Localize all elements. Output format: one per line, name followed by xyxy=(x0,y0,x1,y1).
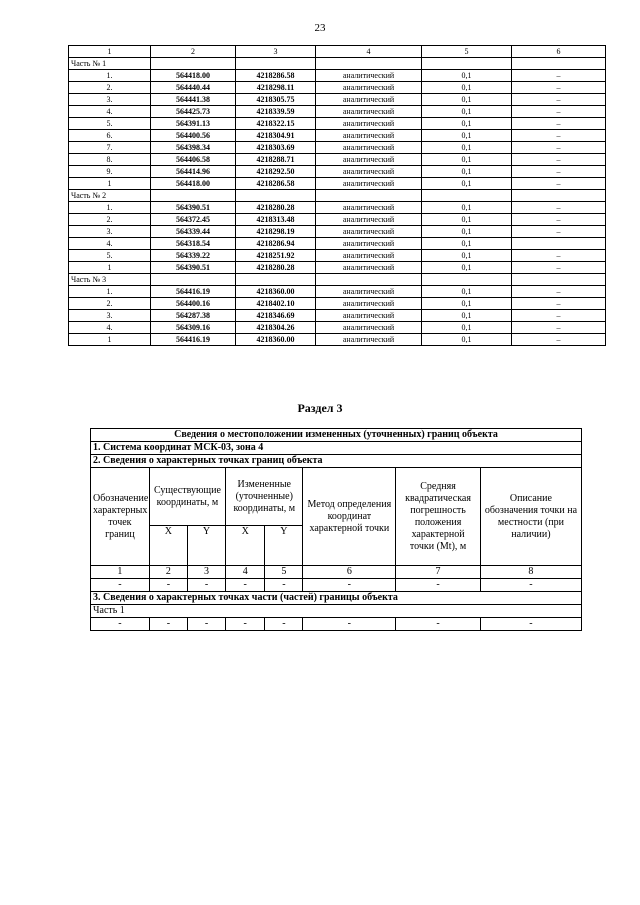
coord-x: 564416.19 xyxy=(151,286,236,298)
point-number: 4. xyxy=(69,238,151,250)
table-row xyxy=(69,226,606,238)
method: аналитический xyxy=(316,154,422,166)
coord-x: 564391.13 xyxy=(151,118,236,130)
coord-y: 4218280.28 xyxy=(236,262,316,274)
error-value: 0,1 xyxy=(422,82,512,94)
error-value: 0,1 xyxy=(422,322,512,334)
column-header: 1 xyxy=(69,46,151,58)
table-header-row xyxy=(69,46,606,58)
table-row xyxy=(69,286,606,298)
header-method: Метод определения координат характерной точки xyxy=(303,468,396,566)
method: аналитический xyxy=(316,226,422,238)
method: аналитический xyxy=(316,166,422,178)
coord-x: 564441.38 xyxy=(151,94,236,106)
dash-cell: - xyxy=(396,579,481,592)
column-header: 4 xyxy=(316,46,422,58)
method: аналитический xyxy=(316,106,422,118)
coord-y: 4218303.69 xyxy=(236,142,316,154)
method: аналитический xyxy=(316,70,422,82)
table-row xyxy=(69,142,606,154)
method: аналитический xyxy=(316,298,422,310)
point-number: 2. xyxy=(69,82,151,94)
description: – xyxy=(512,262,606,274)
method: аналитический xyxy=(316,142,422,154)
coord-x: 564372.45 xyxy=(151,214,236,226)
part-title-row xyxy=(69,274,606,286)
col-number: 5 xyxy=(265,566,303,579)
section-title: Раздел 3 xyxy=(297,401,343,415)
header-y: Y xyxy=(187,526,225,566)
page-number: 23 xyxy=(314,22,326,34)
coord-x: 564400.56 xyxy=(151,130,236,142)
description: – xyxy=(512,334,606,346)
table-row xyxy=(69,178,606,190)
empty-cell xyxy=(316,58,422,70)
coord-x: 564339.22 xyxy=(151,250,236,262)
coord-x: 564318.54 xyxy=(151,238,236,250)
error-value: 0,1 xyxy=(422,70,512,82)
column-header: 3 xyxy=(236,46,316,58)
empty-cell xyxy=(422,58,512,70)
point-number: 1 xyxy=(69,178,151,190)
method: аналитический xyxy=(316,178,422,190)
empty-cell xyxy=(151,58,236,70)
dash-cell: - xyxy=(480,618,581,631)
table-row xyxy=(69,106,606,118)
table-row xyxy=(69,262,606,274)
error-value: 0,1 xyxy=(422,202,512,214)
coord-system-row: 1. Система координат МСК-03, зона 4 xyxy=(91,442,582,455)
coord-y: 4218402.10 xyxy=(236,298,316,310)
coord-y: 4218251.92 xyxy=(236,250,316,262)
description: – xyxy=(512,82,606,94)
error-value: 0,1 xyxy=(422,106,512,118)
coord-y: 4218298.19 xyxy=(236,226,316,238)
empty-cell xyxy=(236,58,316,70)
point-number: 2. xyxy=(69,214,151,226)
point-number: 9. xyxy=(69,166,151,178)
point-number: 1. xyxy=(69,202,151,214)
dash-cell: - xyxy=(187,618,225,631)
method: аналитический xyxy=(316,310,422,322)
description: – xyxy=(512,214,606,226)
method: аналитический xyxy=(316,286,422,298)
table-row xyxy=(69,322,606,334)
coord-y: 4218286.58 xyxy=(236,178,316,190)
dash-cell: - xyxy=(91,579,150,592)
coord-x: 564398.34 xyxy=(151,142,236,154)
error-value: 0,1 xyxy=(422,130,512,142)
table-row xyxy=(69,250,606,262)
point-number: 2. xyxy=(69,298,151,310)
column-numbers-row xyxy=(91,566,582,579)
error-value: 0,1 xyxy=(422,118,512,130)
table-row xyxy=(69,70,606,82)
description: – xyxy=(512,154,606,166)
description: – xyxy=(512,70,606,82)
description: – xyxy=(512,286,606,298)
coord-x: 564390.51 xyxy=(151,202,236,214)
table-row xyxy=(69,310,606,322)
col-number: 1 xyxy=(91,566,150,579)
coord-y: 4218360.00 xyxy=(236,286,316,298)
table-row xyxy=(69,118,606,130)
error-value: 0,1 xyxy=(422,262,512,274)
coord-y: 4218339.59 xyxy=(236,106,316,118)
empty-cell xyxy=(512,58,606,70)
table-row xyxy=(69,166,606,178)
coord-y: 4218360.00 xyxy=(236,334,316,346)
method: аналитический xyxy=(316,118,422,130)
method: аналитический xyxy=(316,82,422,94)
coord-y: 4218305.75 xyxy=(236,94,316,106)
coord-y: 4218346.69 xyxy=(236,310,316,322)
table-row xyxy=(69,298,606,310)
point-number: 1. xyxy=(69,286,151,298)
dash-cell: - xyxy=(149,618,187,631)
column-header: 5 xyxy=(422,46,512,58)
method: аналитический xyxy=(316,238,422,250)
dash-cell: - xyxy=(226,579,265,592)
empty-cell xyxy=(512,274,606,286)
description: – xyxy=(512,322,606,334)
part-title: Часть № 3 xyxy=(69,274,151,286)
description: – xyxy=(512,250,606,262)
header-description: Описание обозначения точки на местности (при наличии) xyxy=(480,468,581,566)
point-number: 5. xyxy=(69,250,151,262)
header-point-designation: Обозначение характерных точек границ xyxy=(91,468,150,566)
coord-x: 564390.51 xyxy=(151,262,236,274)
dash-cell: - xyxy=(265,579,303,592)
coord-y: 4218286.94 xyxy=(236,238,316,250)
coord-y: 4218292.50 xyxy=(236,166,316,178)
description: – xyxy=(512,94,606,106)
coord-x: 564418.00 xyxy=(151,70,236,82)
description: – xyxy=(512,142,606,154)
table-row xyxy=(69,238,606,250)
coordinates-table xyxy=(68,45,606,346)
error-value: 0,1 xyxy=(422,310,512,322)
method: аналитический xyxy=(316,94,422,106)
point-number: 4. xyxy=(69,322,151,334)
empty-cell xyxy=(316,274,422,286)
method: аналитический xyxy=(316,262,422,274)
coord-x: 564414.96 xyxy=(151,166,236,178)
error-value: 0,1 xyxy=(422,250,512,262)
table-row xyxy=(69,130,606,142)
part-title: Часть № 1 xyxy=(69,58,151,70)
coord-x: 564440.44 xyxy=(151,82,236,94)
coord-x: 564400.16 xyxy=(151,298,236,310)
coord-x: 564339.44 xyxy=(151,226,236,238)
error-value: 0,1 xyxy=(422,298,512,310)
point-number: 1 xyxy=(69,262,151,274)
coord-y: 4218286.58 xyxy=(236,70,316,82)
point-number: 7. xyxy=(69,142,151,154)
part-points-row: 3. Сведения о характерных точках части (частей) границы объекта xyxy=(91,592,582,605)
table-row xyxy=(69,202,606,214)
column-header: 6 xyxy=(512,46,606,58)
points-info-row: 2. Сведения о характерных точках границ объекта xyxy=(91,455,582,468)
error-value: 0,1 xyxy=(422,154,512,166)
description: – xyxy=(512,106,606,118)
point-number: 8. xyxy=(69,154,151,166)
col-number: 8 xyxy=(480,566,581,579)
empty-cell xyxy=(316,190,422,202)
description: – xyxy=(512,166,606,178)
point-number: 3. xyxy=(69,226,151,238)
error-value: 0,1 xyxy=(422,178,512,190)
coord-y: 4218304.26 xyxy=(236,322,316,334)
empty-cell xyxy=(151,190,236,202)
method: аналитический xyxy=(316,202,422,214)
dash-cell: - xyxy=(265,618,303,631)
table-title: Сведения о местоположении измененных (уточненных) границ объекта xyxy=(91,429,582,442)
col-number: 7 xyxy=(396,566,481,579)
description: – xyxy=(512,118,606,130)
error-value: 0,1 xyxy=(422,142,512,154)
header-x: X xyxy=(226,526,265,566)
header-x: X xyxy=(149,526,187,566)
col-number: 6 xyxy=(303,566,396,579)
point-number: 6. xyxy=(69,130,151,142)
point-number: 5. xyxy=(69,118,151,130)
part-label: Часть 1 xyxy=(91,605,582,618)
method: аналитический xyxy=(316,250,422,262)
table-row xyxy=(69,94,606,106)
dash-cell: - xyxy=(396,618,481,631)
description: – xyxy=(512,202,606,214)
point-number: 1 xyxy=(69,334,151,346)
dash-cell: - xyxy=(303,579,396,592)
dash-cell: - xyxy=(226,618,265,631)
error-value: 0,1 xyxy=(422,238,512,250)
error-value: 0,1 xyxy=(422,334,512,346)
section3-table xyxy=(90,428,582,631)
coord-y: 4218304.91 xyxy=(236,130,316,142)
empty-cell xyxy=(236,190,316,202)
method: аналитический xyxy=(316,214,422,226)
method: аналитический xyxy=(316,322,422,334)
empty-part-row xyxy=(91,618,582,631)
coord-y: 4218280.28 xyxy=(236,202,316,214)
table-row xyxy=(69,154,606,166)
table-row xyxy=(69,214,606,226)
point-number: 1. xyxy=(69,70,151,82)
dash-cell: - xyxy=(91,618,150,631)
table-row xyxy=(69,82,606,94)
description: – xyxy=(512,178,606,190)
error-value: 0,1 xyxy=(422,286,512,298)
table-row xyxy=(69,334,606,346)
col-number: 2 xyxy=(149,566,187,579)
error-value: 0,1 xyxy=(422,166,512,178)
coord-x: 564406.58 xyxy=(151,154,236,166)
dash-cell: - xyxy=(303,618,396,631)
column-header: 2 xyxy=(151,46,236,58)
dash-cell: - xyxy=(187,579,225,592)
description: – xyxy=(512,130,606,142)
coord-x: 564425.73 xyxy=(151,106,236,118)
header-y: Y xyxy=(265,526,303,566)
empty-cell xyxy=(236,274,316,286)
description xyxy=(512,238,606,250)
header-existing-coords: Существующие координаты, м xyxy=(149,468,225,526)
coord-y: 4218322.15 xyxy=(236,118,316,130)
coord-y: 4218313.48 xyxy=(236,214,316,226)
header-changed-coords: Измененные (уточненные) координаты, м xyxy=(226,468,303,526)
empty-data-row xyxy=(91,579,582,592)
empty-cell xyxy=(512,190,606,202)
empty-cell xyxy=(151,274,236,286)
description: – xyxy=(512,310,606,322)
coord-y: 4218288.71 xyxy=(236,154,316,166)
empty-cell xyxy=(422,274,512,286)
coord-x: 564309.16 xyxy=(151,322,236,334)
error-value: 0,1 xyxy=(422,226,512,238)
point-number: 3. xyxy=(69,94,151,106)
coord-x: 564287.38 xyxy=(151,310,236,322)
point-number: 4. xyxy=(69,106,151,118)
empty-cell xyxy=(422,190,512,202)
description: – xyxy=(512,298,606,310)
part-title-row xyxy=(69,58,606,70)
part-title: Часть № 2 xyxy=(69,190,151,202)
coord-y: 4218298.11 xyxy=(236,82,316,94)
header-error: Средняя квадратическая погрешность положения характерной точки (Mt), м xyxy=(396,468,481,566)
method: аналитический xyxy=(316,130,422,142)
dash-cell: - xyxy=(480,579,581,592)
error-value: 0,1 xyxy=(422,214,512,226)
coord-x: 564418.00 xyxy=(151,178,236,190)
error-value: 0,1 xyxy=(422,94,512,106)
point-number: 3. xyxy=(69,310,151,322)
coord-x: 564416.19 xyxy=(151,334,236,346)
method: аналитический xyxy=(316,334,422,346)
col-number: 4 xyxy=(226,566,265,579)
dash-cell: - xyxy=(149,579,187,592)
description: – xyxy=(512,226,606,238)
part-title-row xyxy=(69,190,606,202)
col-number: 3 xyxy=(187,566,225,579)
